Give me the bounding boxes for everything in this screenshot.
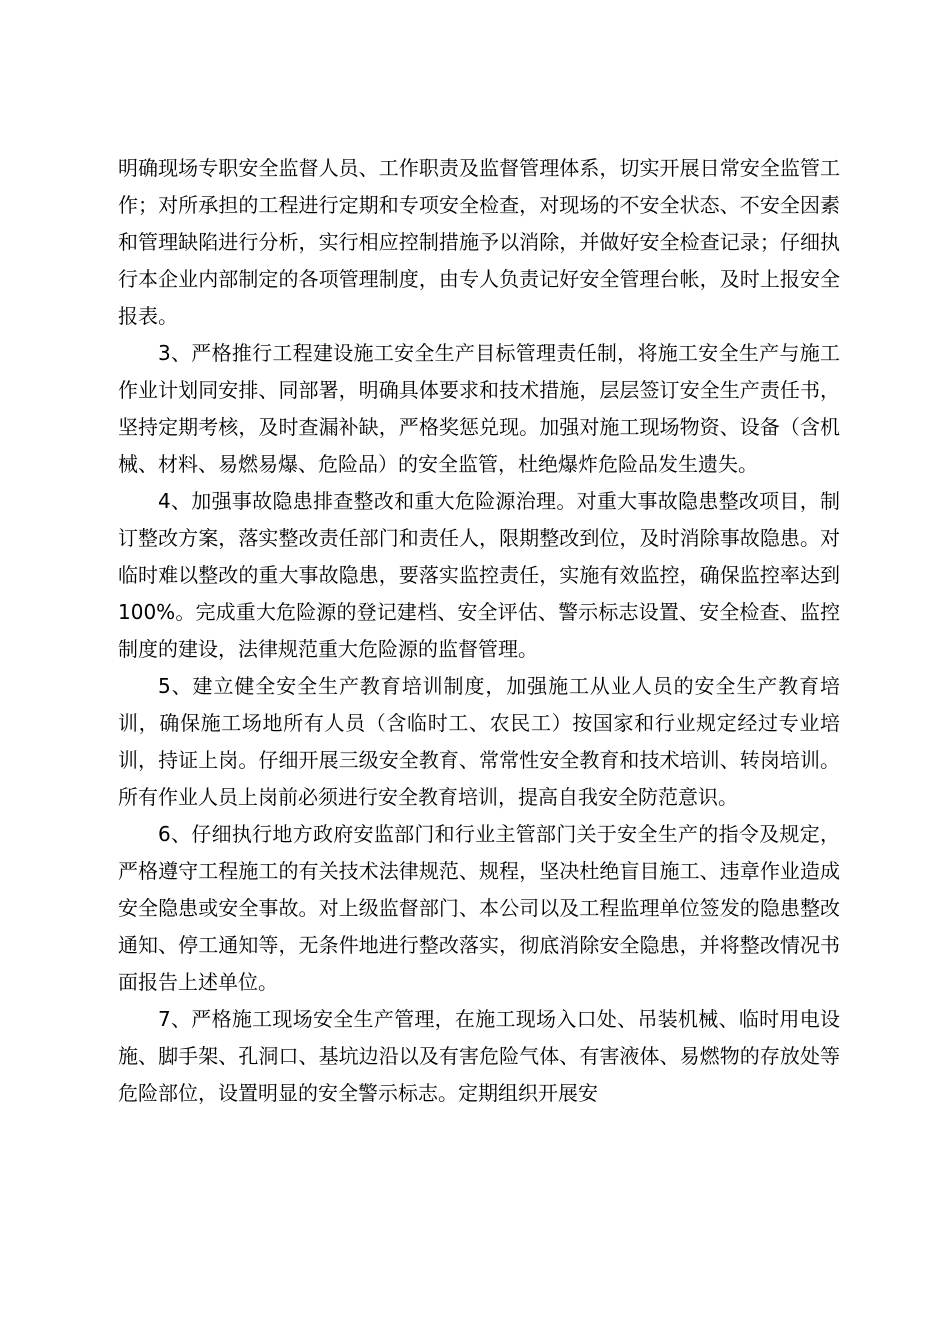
paragraph-item-6: 6、仔细执行地方政府安监部门和行业主管部门关于安全生产的指令及规定，严格遵守工程施工的有关技术法律规范、规程，坚决杜绝盲目施工、违章作业造成安全隐患或安全事故。对上级监督部门、本公司以及工程监理单位签发的隐患整改通知、停工通知等，无条件地进行整改落实，彻底消除安全隐患，并将整改情况书面报告上述单位。 [118, 822, 840, 994]
paragraph-item-4: 4、加强事故隐患排查整改和重大危险源治理。对重大事故隐患整改项目，制订整改方案，落实整改责任部门和责任人，限期整改到位，及时消除事故隐患。对临时难以整改的重大事故隐患，要落实监控责任，实施有效监控，确保监控率达到100%。完成重大危险源的登记建档、安全评估、警示标志设置、安全检查、监控制度的建设，法律规范重大危险源的监督管理。 [118, 489, 840, 661]
paragraph-continuation: 明确现场专职安全监督人员、工作职责及监督管理体系，切实开展日常安全监管工作；对所承担的工程进行定期和专项安全检查，对现场的不安全状态、不安全因素和管理缺陷进行分析，实行相应控制措施予以消除，并做好安全检查记录；仔细执行本企业内部制定的各项管理制度，由专人负责记好安全管理台帐，及时上报安全报表。 [118, 156, 840, 328]
paragraph-item-3: 3、严格推行工程建设施工安全生产目标管理责任制，将施工安全生产与施工作业计划同安排、同部署，明确具体要求和技术措施，层层签订安全生产责任书，坚持定期考核，及时查漏补缺，严格奖惩兑现。加强对施工现场物资、设备（含机械、材料、易燃易爆、危险品）的安全监管，杜绝爆炸危险品发生遗失。 [118, 341, 840, 476]
paragraph-item-7: 7、严格施工现场安全生产管理，在施工现场入口处、吊装机械、临时用电设施、脚手架、孔洞口、基坑边沿以及有害危险气体、有害液体、易燃物的存放处等危险部位，设置明显的安全警示标志。定期组织开展安 [118, 1007, 840, 1105]
paragraph-item-5: 5、建立健全安全生产教育培训制度，加强施工从业人员的安全生产教育培训，确保施工场地所有人员（含临时工、农民工）按国家和行业规定经过专业培训，持证上岗。仔细开展三级安全教育、常常性安全教育和技术培训、转岗培训。所有作业人员上岗前必须进行安全教育培训，提高自我安全防范意识。 [118, 674, 840, 809]
document-body [118, 150, 840, 1112]
